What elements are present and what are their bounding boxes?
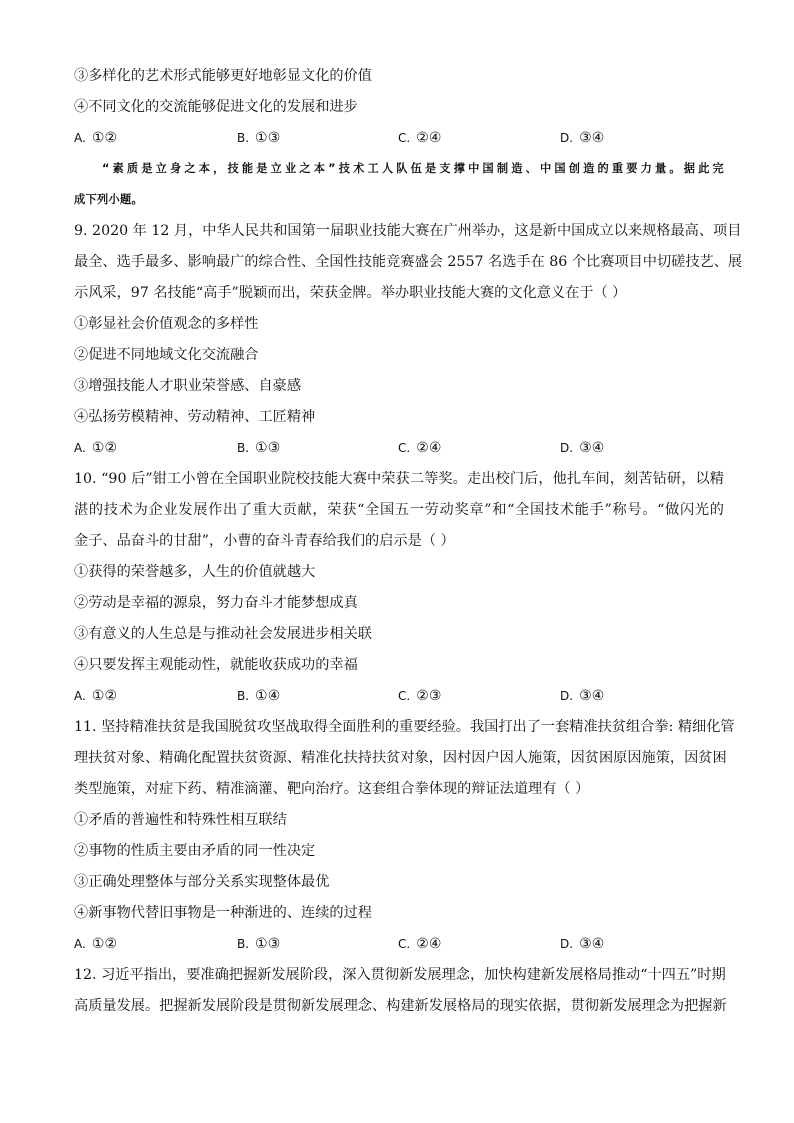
question-10-option-1: ①获得的荣誉越多，人生的价值就越大	[74, 564, 316, 580]
option-4: ④不同文化的交流能够促进文化的发展和进步	[74, 99, 358, 115]
intro-line-1: “素质是立身之本，技能是立业之本”技术工人队伍是支撑中国制造、中国创造的重要力量。据此完	[102, 162, 724, 175]
choice-d: D. ③④	[560, 130, 605, 146]
question-12-line-2: 高质量发展。把握新发展阶段是贯彻新发展理念、构建新发展格局的现实依据，贯彻新发展理念为把握新	[74, 998, 727, 1014]
question-10-option-3: ③有意义的人生总是与推动社会发展进步相关联	[74, 626, 372, 642]
choice-c: C. ②③	[398, 688, 442, 704]
choice-d: D. ③④	[560, 688, 605, 704]
answer-choices	[74, 124, 724, 152]
question-9-option-2: ②促进不同地域文化交流融合	[74, 347, 259, 363]
choice-a: A. ①②	[74, 688, 118, 704]
choice-b: B. ①③	[237, 130, 281, 146]
question-10-line-2: 湛的技术为企业发展作出了重大贡献，荣获“全国五一劳动奖章”和“全国技术能手”称号。“做闪光的	[74, 502, 724, 518]
question-10-option-4: ④只要发挥主观能动性，就能收获成功的幸福	[74, 657, 358, 673]
exam-page	[74, 62, 743, 1023]
question-10-choices	[74, 682, 724, 710]
question-11-choices	[74, 930, 724, 958]
question-9-option-4: ④弘扬劳模精神、劳动精神、工匠精神	[74, 409, 316, 425]
choice-c: C. ②④	[398, 936, 442, 952]
choice-a: A. ①②	[74, 440, 118, 456]
question-11-option-3: ③正确处理整体与部分关系实现整体最优	[74, 874, 330, 890]
choice-b: B. ①④	[237, 688, 281, 704]
choice-a: A. ①②	[74, 130, 118, 146]
question-10-line-1: 10. “90 后”钳工小曾在全国职业院校技能大赛中荣获二等奖。走出校门后，他扎车间，刻苦钻研，以精	[74, 471, 724, 487]
question-9-line-3: 示风采，97 名技能“高手”脱颖而出，荣获金牌。举办职业技能大赛的文化意义在于（ ）	[74, 285, 627, 301]
question-11-option-1: ①矛盾的普遍性和特殊性相互联结	[74, 812, 287, 828]
choice-b: B. ①③	[237, 440, 281, 456]
choice-b: B. ①③	[237, 936, 281, 952]
intro-line-2: 成下列小题。	[74, 193, 143, 206]
question-9-option-1: ①彰显社会价值观念的多样性	[74, 316, 259, 332]
question-11-line-1: 11. 坚持精准扶贫是我国脱贫攻坚战取得全面胜利的重要经验。我国打出了一套精准扶贫组合拳: 精细化管	[74, 719, 735, 735]
question-11-option-4: ④新事物代替旧事物是一种渐进的、连续的过程	[74, 905, 372, 921]
question-10-line-3: 金子、品奋斗的甘甜”，小曹的奋斗青春给我们的启示是（ ）	[74, 533, 455, 549]
choice-c: C. ②④	[398, 440, 442, 456]
choice-a: A. ①②	[74, 936, 118, 952]
question-12-line-1: 12. 习近平指出，要准确把握新发展阶段，深入贯彻新发展理念，加快构建新发展格局推动“十四五”时期	[74, 967, 726, 983]
choice-c: C. ②④	[398, 130, 442, 146]
question-9-line-2: 最全、选手最多、影响最广的综合性、全国性技能竞赛盛会 2557 名选手在 86 个比赛项目中切磋技艺、展	[74, 254, 743, 270]
question-9-option-3: ③增强技能人才职业荣誉感、自豪感	[74, 378, 302, 394]
question-11-option-2: ②事物的性质主要由矛盾的同一性决定	[74, 843, 316, 859]
question-9-line-1: 9. 2020 年 12 月，中华人民共和国第一届职业技能大赛在广州举办，这是新中国成立以来规格最高、项目	[74, 223, 742, 239]
question-11-line-3: 类型施策，对症下药、精准滴灌、靶向治疗。这套组合拳体现的辩证法道理有（ ）	[74, 781, 590, 797]
question-10-option-2: ②劳动是幸福的源泉，努力奋斗才能梦想成真	[74, 595, 358, 611]
question-9-choices	[74, 434, 724, 462]
question-11-line-2: 理扶贫对象、精确化配置扶贫资源、精准化扶持扶贫对象，因村因户因人施策，因贫困原因施策，因贫困	[74, 750, 727, 766]
option-3: ③多样化的艺术形式能够更好地彰显文化的价值	[74, 68, 372, 84]
choice-d: D. ③④	[560, 440, 605, 456]
choice-d: D. ③④	[560, 936, 605, 952]
